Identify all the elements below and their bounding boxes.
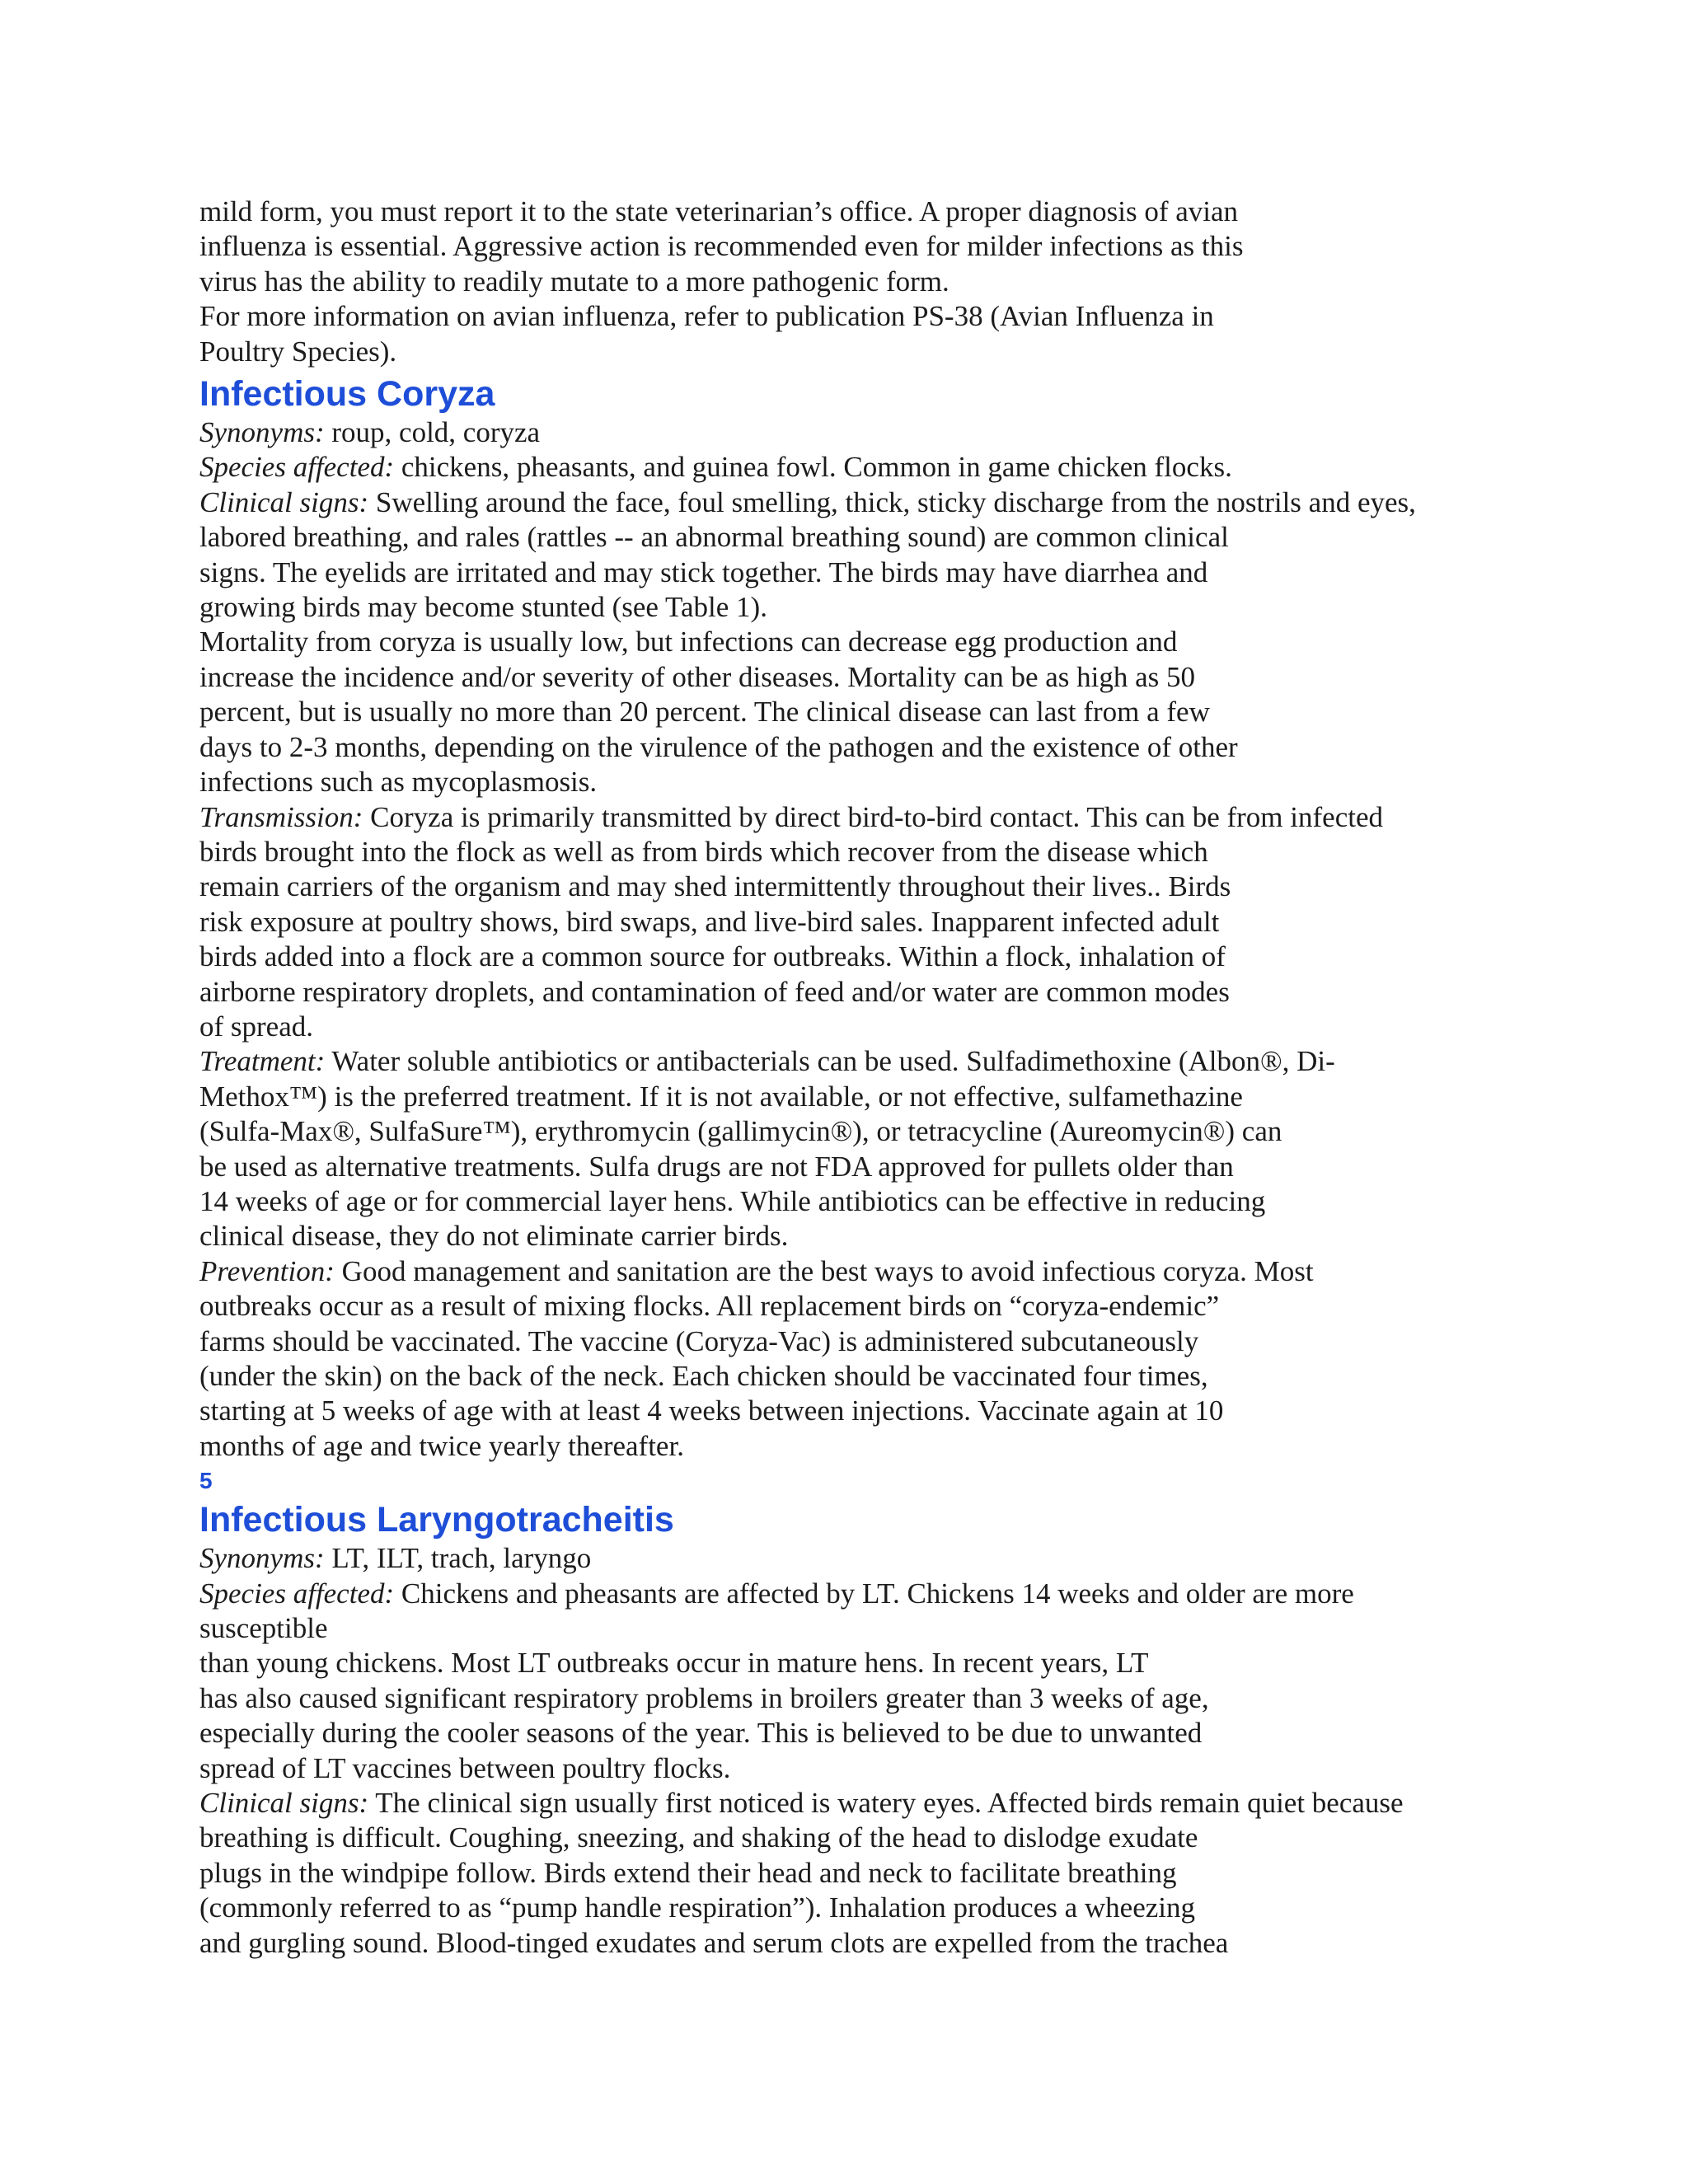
species-label: Species affected:: [199, 1577, 395, 1610]
text-line: risk exposure at poultry shows, bird swaps, and live-bird sales. Inapparent infected adult: [199, 905, 1220, 938]
text-line: Mortality from coryza is usually low, but infections can decrease egg production and: [199, 626, 1178, 658]
text-line: (commonly referred to as “pump handle respiration”). Inhalation produces a wheezing: [199, 1891, 1196, 1924]
species-label: Species affected:: [199, 451, 395, 484]
synonyms-line: [199, 1541, 1502, 1576]
text-line: susceptible: [199, 1612, 328, 1645]
clinical-signs-text: The clinical sign usually first noticed is watery eyes. Affected birds remain quiet because: [368, 1787, 1404, 1820]
text-line: For more information on avian influenza, refer to publication PS-38 (Avian Influenza in: [199, 300, 1214, 333]
text-line: breathing is difficult. Coughing, sneezing, and shaking of the head to dislodge exudate: [199, 1821, 1198, 1854]
synonyms-line: [199, 415, 1502, 450]
text-line: especially during the cooler seasons of the year. This is believed to be due to unwanted: [199, 1717, 1203, 1750]
clinical-signs-label: Clinical signs:: [199, 1787, 369, 1820]
text-line: remain carriers of the organism and may shed intermittently throughout their lives.. Birds: [199, 870, 1231, 903]
treatment-line: [199, 1044, 1502, 1079]
synonyms-text: LT, ILT, trach, laryngo: [324, 1542, 592, 1575]
text-line: influenza is essential. Aggressive action is recommended even for milder infections as this: [199, 230, 1244, 263]
text-line: than young chickens. Most LT outbreaks occur in mature hens. In recent years, LT: [199, 1647, 1149, 1680]
text-line: signs. The eyelids are irritated and may stick together. The birds may have diarrhea and: [199, 555, 1208, 588]
text-line: virus has the ability to readily mutate to a more pathogenic form.: [199, 265, 950, 298]
text-line: birds added into a flock are a common source for outbreaks. Within a flock, inhalation of: [199, 940, 1226, 973]
text-line: and gurgling sound. Blood-tinged exudates and serum clots are expelled from the trachea: [199, 1926, 1229, 1959]
text-line: (Sulfa-Max®, SulfaSure™), erythromycin (gallimycin®), or tetracycline (Aureomycin®) can: [199, 1115, 1282, 1148]
text-line: Poultry Species).: [199, 335, 397, 368]
prevention-text: Good management and sanitation are the best ways to avoid infectious coryza. Most: [334, 1254, 1314, 1287]
clinical-signs-line: [199, 485, 1502, 520]
section-heading: Infectious Laryngotracheitis: [199, 1500, 674, 1540]
section-heading: Infectious Coryza: [199, 374, 495, 415]
text-line: days to 2-3 months, depending on the virulence of the pathogen and the existence of other: [199, 730, 1238, 763]
clinical-signs-label: Clinical signs:: [199, 485, 369, 518]
text-line: plugs in the windpipe follow. Birds extend their head and neck to facilitate breathing: [199, 1856, 1177, 1889]
text-line: months of age and twice yearly thereafter.: [199, 1429, 684, 1462]
text-line: Methox™) is the preferred treatment. If it is not available, or not effective, sulfamethazine: [199, 1080, 1243, 1113]
transmission-line: [199, 800, 1502, 835]
species-text: Chickens and pheasants are affected by LT. Chickens 14 weeks and older are more: [394, 1577, 1354, 1610]
text-line: birds brought into the flock as well as from birds which recover from the disease which: [199, 835, 1208, 868]
page-number: 5: [199, 1468, 213, 1494]
clinical-signs-text: Swelling around the face, foul smelling, thick, sticky discharge from the nostrils and eyes,: [368, 485, 1416, 518]
text-line: farms should be vaccinated. The vaccine (Coryza-Vac) is administered subcutaneously: [199, 1324, 1199, 1357]
section-infectious-coryza: [199, 373, 1502, 1464]
text-line: clinical disease, they do not eliminate carrier birds.: [199, 1220, 789, 1253]
text-line: airborne respiratory droplets, and contamination of feed and/or water are common modes: [199, 975, 1230, 1008]
text-line: (under the skin) on the back of the neck. Each chicken should be vaccinated four times,: [199, 1360, 1208, 1392]
text-line: be used as alternative treatments. Sulfa drugs are not FDA approved for pullets older than: [199, 1150, 1234, 1183]
text-line: spread of LT vaccines between poultry flocks.: [199, 1751, 731, 1784]
species-line: [199, 1577, 1502, 1611]
text-line: of spread.: [199, 1010, 314, 1043]
text-line: starting at 5 weeks of age with at least 4 weeks between injections. Vaccinate again at 10: [199, 1394, 1224, 1427]
intro-paragraph: [199, 194, 1502, 369]
text-line: 14 weeks of age or for commercial layer hens. While antibiotics can be effective in reducing: [199, 1184, 1266, 1217]
treatment-text: Water soluble antibiotics or antibacterials can be used. Sulfadimethoxine (Albon®, Di-: [325, 1045, 1335, 1078]
text-line: labored breathing, and rales (rattles -- an abnormal breathing sound) are common clinical: [199, 521, 1229, 554]
text-line: infections such as mycoplasmosis.: [199, 766, 598, 799]
species-text: chickens, pheasants, and guinea fowl. Common in game chicken flocks.: [394, 451, 1232, 484]
prevention-label: Prevention:: [199, 1254, 335, 1287]
clinical-signs-line: [199, 1786, 1502, 1821]
section-infectious-laryngotracheitis: [199, 1498, 1502, 1961]
species-line: [199, 450, 1502, 485]
transmission-text: Coryza is primarily transmitted by direct bird-to-bird contact. This can be from infected: [363, 800, 1383, 833]
synonyms-label: Synonyms:: [199, 416, 325, 449]
synonyms-text: roup, cold, coryza: [324, 416, 541, 449]
text-line: outbreaks occur as a result of mixing flocks. All replacement birds on “coryza-endemic”: [199, 1290, 1220, 1323]
prevention-line: [199, 1254, 1502, 1289]
text-line: has also caused significant respiratory problems in broilers greater than 3 weeks of age,: [199, 1681, 1209, 1714]
treatment-label: Treatment:: [199, 1045, 326, 1078]
document-page: [199, 194, 1502, 1961]
text-line: mild form, you must report it to the state veterinarian’s office. A proper diagnosis of avian: [199, 195, 1239, 227]
text-line: increase the incidence and/or severity of other diseases. Mortality can be as high as 50: [199, 660, 1196, 693]
synonyms-label: Synonyms:: [199, 1542, 325, 1575]
text-line: percent, but is usually no more than 20 percent. The clinical disease can last from a few: [199, 696, 1210, 729]
text-line: growing birds may become stunted (see Table 1).: [199, 591, 767, 624]
transmission-label: Transmission:: [199, 800, 363, 833]
